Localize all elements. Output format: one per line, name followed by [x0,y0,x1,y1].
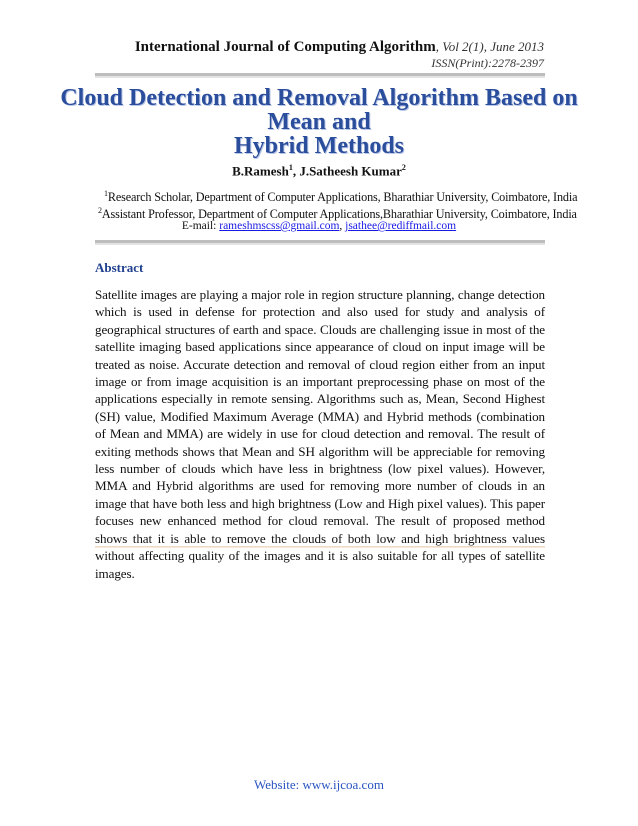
author-list: B.Ramesh$^1$, J.Satheesh Kumar$^2$ [232,163,406,179]
email-link-2[interactable]: jsathee@rediffmail.com [345,220,457,232]
affiliation-1-text: Research Scholar, Department of Computer Applications, Bharathiar University, Coimbatore, India [107,190,578,205]
journal-header: International Journal of Computing Algorithm, Vol 2(1), June 2013 [134,39,544,55]
affiliation-2-sup: 2 [98,206,102,215]
email-label: E-mail: [181,220,217,232]
author-1: B.Ramesh [232,163,289,179]
email-line: E-mail: rameshmscss@gmail.com, jsathee@rediffmail.com [181,220,457,232]
abstract-heading: Abstract [95,260,144,275]
author-2: J.Satheesh Kumar [299,163,402,179]
title-line-1: Cloud Detection and Removal Algorithm Based on [60,85,578,111]
footer-website: Website: www.ijcoa.com [254,777,384,792]
abstract-divider [95,546,545,548]
title-line-2: Mean and [267,109,371,135]
paper-title [60,86,578,158]
journal-name: International Journal of Computing Algorithm [134,39,436,55]
title-line-3: Hybrid Methods [233,133,404,159]
abstract-body: Satellite images are playing a major role in region structure planning, change detection which is used in defense for protection and also used for study and analysis of geographical structures of earth and space. Clouds are challenging issue in most of the satellite imaging based applications since appearance of cloud on input image will be treated as noise. Accurate detection and removal of cloud region either from an input image or from image acquisition is an important preprocessing phase on most of the applications especially in remote sensing. Algorithms such as, Mean, Second Highest (SH) value, Modified Maximum Average (MMA) and Hybrid methods (combination of Mean and MMA) are widely in use for cloud detection and removal. The result of exiting methods shows that Mean and SH algorithm will be appreciable for removing less number of clouds which have less in brightness (low pixel values). However, MMA and Hybrid algorithms are used for removing more number of clouds in an image that have both less and high brightness (Low and High pixel values). This paper focuses new enhanced method for cloud removal. The result of proposed method shows that it is able to remove the clouds of both low and high brightness values without affecting quality of the images and it is also suitable for all types of satellite images. [95,287,545,581]
author-1-sup: 1 [288,163,293,172]
affiliation-1-sup: 1 [104,189,108,198]
affiliation-2-text: Assistant Professor, Department of Computer Applications,Bharathiar University, Coimbatore, India [101,207,577,222]
affiliation-divider [95,240,545,245]
journal-issn: ISSN(Print):2278-2397 [431,56,544,70]
author-2-sup: 2 [401,163,406,172]
email-link-1[interactable]: rameshmscss@gmail.com [219,220,340,232]
journal-volume: Vol 2(1), June 2013 [442,39,544,54]
header-divider [95,73,545,78]
